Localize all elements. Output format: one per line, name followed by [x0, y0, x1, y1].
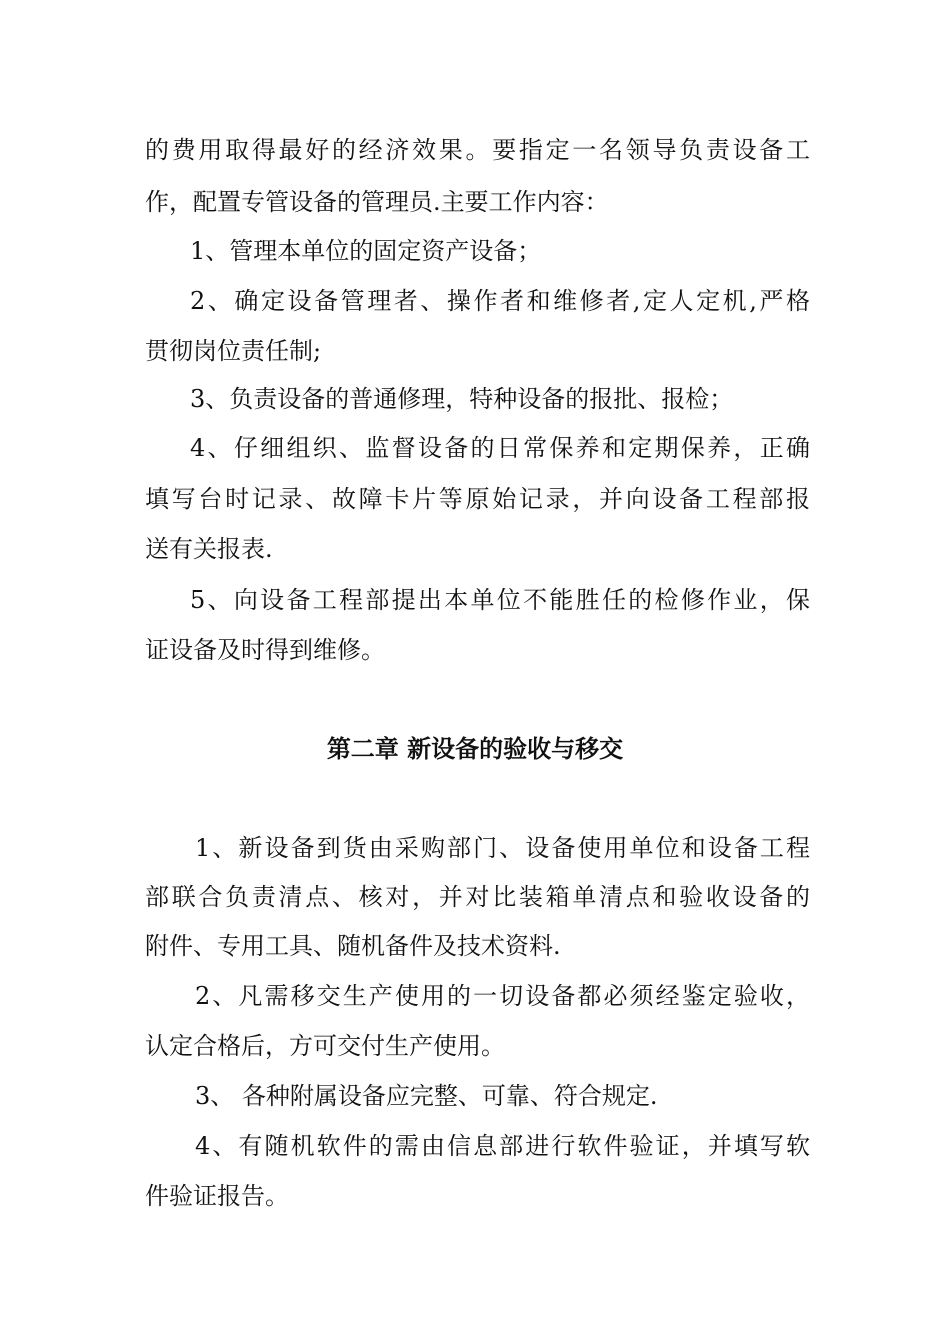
paragraph-line: 作，配置专管设备的管理员.主要工作内容：	[145, 188, 609, 216]
list-item-4: 4、有随机软件的需由信息部进行软件验证，并填写软	[195, 1132, 810, 1160]
chapter-title: 第二章 新设备的验收与移交	[326, 735, 624, 763]
list-item-1: 1、新设备到货由采购部门、设备使用单位和设备工程	[195, 834, 810, 862]
list-item-1-cont: 部联合负责清点、核对，并对比装箱单清点和验收设备的	[145, 883, 810, 911]
list-item-4-cont: 送有关报表.	[145, 535, 273, 563]
list-item-2: 2、确定设备管理者、操作者和维修者,定人定机,严格	[190, 287, 810, 315]
list-item-1: 1、管理本单位的固定资产设备；	[190, 237, 542, 265]
list-item-4-cont: 件验证报告。	[145, 1182, 289, 1210]
list-item-2: 2、凡需移交生产使用的一切设备都必须经鉴定验收，	[195, 982, 810, 1010]
list-item-2-cont: 贯彻岗位责任制;	[145, 337, 322, 365]
list-item-5: 5、向设备工程部提出本单位不能胜任的检修作业，保	[190, 586, 810, 614]
list-item-4-cont: 填写台时记录、故障卡片等原始记录，并向设备工程部报	[145, 485, 810, 513]
list-item-4: 4、仔细组织、监督设备的日常保养和定期保养，正确	[190, 434, 810, 462]
list-item-5-cont: 证设备及时得到维修。	[145, 636, 385, 664]
list-item-3: 3、 各种附属设备应完整、可靠、符合规定.	[195, 1082, 658, 1110]
paragraph-line: 的费用取得最好的经济效果。要指定一名领导负责设备工	[145, 136, 810, 164]
list-item-2-cont: 认定合格后，方可交付生产使用。	[145, 1032, 505, 1060]
list-item-1-cont: 附件、专用工具、随机备件及技术资料.	[145, 932, 561, 960]
list-item-3: 3、负责设备的普通修理，特种设备的报批、报检；	[190, 385, 734, 413]
